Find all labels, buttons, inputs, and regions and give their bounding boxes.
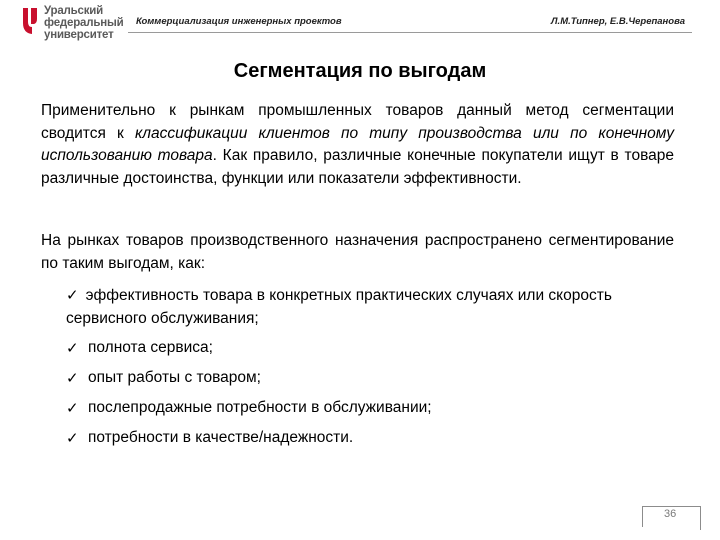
- check-icon: ✓: [66, 399, 79, 417]
- slide-title: Сегментация по выгодам: [233, 60, 487, 82]
- university-name: [44, 5, 123, 41]
- paragraph-intro: [41, 100, 674, 190]
- page-number-frame-edge: [700, 506, 701, 530]
- list-item: [66, 367, 666, 390]
- list-item-text: эффективность товара в конкретных практических случаях или скорость сервисного обслуживания;: [66, 287, 612, 327]
- list-item: [66, 427, 666, 450]
- urfu-emblem-icon: [22, 7, 38, 35]
- logo-line-1: Уральский: [44, 5, 104, 17]
- paragraph-benefits: На рынках товаров производственного назначения распространено сегментирование по таким выгодам, как:: [41, 232, 674, 272]
- logo-line-2: федеральный: [44, 17, 124, 29]
- paragraph-intro-italic: классификации клиентов по типу производства или по конечному использованию товара: [41, 124, 674, 164]
- check-icon: ✓: [66, 286, 79, 304]
- check-icon: ✓: [66, 339, 79, 357]
- list-item-text: полнота сервиса;: [88, 339, 213, 356]
- check-icon: ✓: [66, 369, 79, 387]
- list-item-text: опыт работы с товаром;: [88, 369, 261, 386]
- authors: Л.М.Типнер, Е.В.Черепанова: [551, 16, 685, 27]
- list-item: [66, 284, 666, 330]
- list-item-text: потребности в качестве/надежности.: [88, 429, 354, 446]
- logo-line-3: университет: [44, 29, 114, 41]
- paragraph-intro-text-2: . Как правило, различные конечные покупатели ищут в товаре различные достоинства, функции или показатели эффективности.: [41, 147, 674, 187]
- benefits-list: [66, 284, 666, 450]
- paragraph-intro-text-1: Применительно к рынкам промышленных товаров данный метод сегментации сводится к: [41, 102, 674, 142]
- list-item: [66, 337, 666, 360]
- course-title: Коммерциализация инженерных проектов: [136, 16, 342, 27]
- check-icon: ✓: [66, 429, 79, 447]
- list-item-text: послепродажные потребности в обслуживании;: [88, 399, 432, 416]
- list-item: [66, 397, 666, 420]
- page-number: 36: [664, 508, 677, 520]
- header-divider: [128, 32, 692, 33]
- university-logo: [22, 5, 122, 41]
